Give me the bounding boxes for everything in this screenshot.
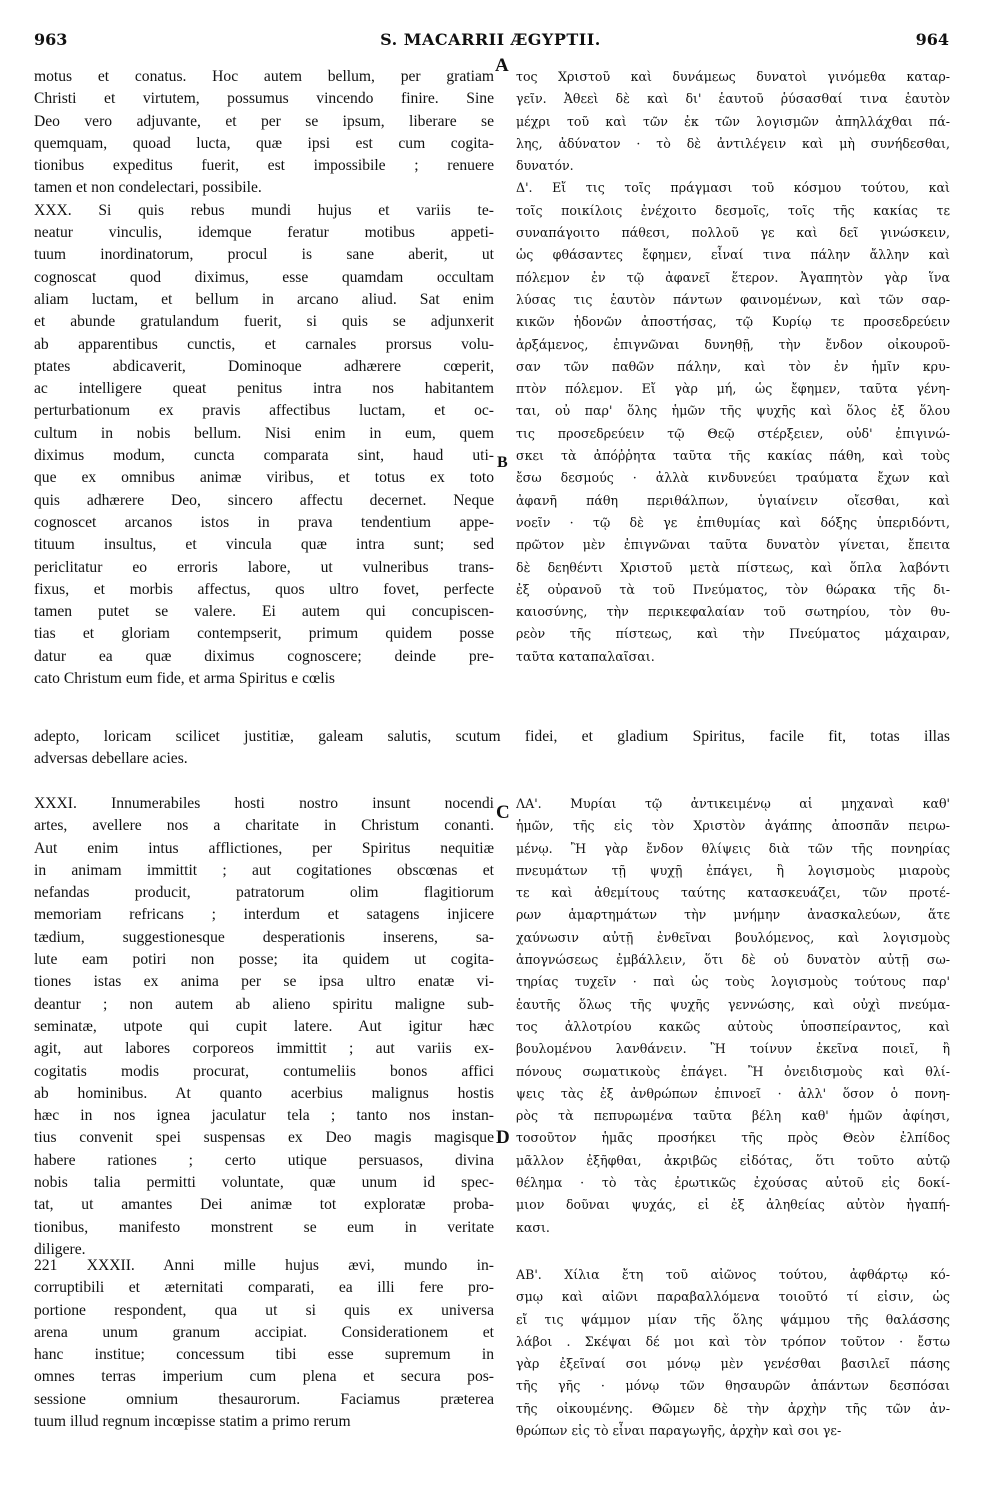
latin-block-1-line: cultum in nobis bellum. Nisi enim in eum, quem <box>34 424 494 442</box>
margin-marker-c: C <box>496 802 510 823</box>
greek-block-3-line: τῆς οἰκουμένης. Θῶμεν δὲ τὴν ἀρχὴν τῆς τῶν ἀν- <box>516 1400 950 1416</box>
greek-block-1-line: ἀρξάμενος, ἐπιγνῶναι δυνηθῇ, τὴν ἔνδον οἰκουροῦ- <box>516 336 950 352</box>
greek-block-1-line: πτὸν πόλεμον. Εἴ γὰρ μή, ὡς ἔφημεν, ταῦτα γένη- <box>516 381 950 397</box>
greek-block-1-line: πρῶτον μὲν ἐπιγνῶναι ταῦτα δυνατὸν γίνεται, ἔπειτα <box>516 537 950 553</box>
greek-block-2-line: τοσοῦτον ἡμᾶς προσήκει τῆς πρὸς Θεὸν ἐλπίδος <box>516 1130 950 1146</box>
running-title: S. MACARRII ÆGYPTII. <box>380 30 601 49</box>
greek-block-2-line: πνευμάτων τῇ ψυχῇ ἐπάγει, ἢ λογισμοὺς μιαροὺς <box>516 862 950 878</box>
greek-block-2-line: μιον δοῦναι ψυχάς, εἰ ἐξ ἀληθείας αὐτὸν ἠγαπή- <box>516 1197 950 1213</box>
greek-block-1-line: λης, ἀδύνατον · τὸ δὲ ἀντιλέγειν καὶ μὴ συνήδεσθαι, <box>516 135 950 151</box>
latin-block-1-line: XXX. Si quis rebus mundi hujus et variis te- <box>34 201 494 219</box>
greek-block-2-line: τηρίας τυχεῖν · παὶ ὡς τοὺς λογισμοὺς τούτους παρ' <box>516 974 950 990</box>
right-page-number: 964 <box>915 30 949 49</box>
latin-block-3-line: arena unum granum accipiat. Considerationem et <box>34 1323 494 1341</box>
margin-marker-a: A <box>495 55 509 76</box>
latin-block-1-line: fixus, et morbis affectus, quos ultro fovet, perfecte <box>34 580 494 598</box>
latin-block-2-line: cogitatis modis procurat, contumeliis bonos affici <box>34 1062 494 1080</box>
latin-block-2-line: Aut enim intus afflictiones, per Spiritus nequitiæ <box>34 839 494 857</box>
latin-block-1-line: perturbationum ex pravis affectibus luctam, et oc- <box>34 402 494 420</box>
latin-block-1-line: motus et conatus. Hoc autem bellum, per gratiam <box>34 68 494 85</box>
latin-block-2-line: diligere. <box>34 1240 86 1258</box>
latin-block-2-line: tædium, suggestionesque desperationis inserens, sa- <box>34 928 494 946</box>
latin-block-2-line: nefandas producit, patratorum olim flagitiorum <box>34 884 494 902</box>
greek-block-1-line: τος Χριστοῦ καὶ δυνάμεως δυνατοὶ γινόμεθα καταρ- <box>516 69 950 84</box>
full-width-latin-lines <box>34 726 950 771</box>
latin-block-2-line: memoriam refricans ; interdum et satagens injicere <box>34 906 494 924</box>
greek-block-3-line: γὰρ ἐξεῖναί σοι μόνῳ μὲν γενέσθαι βασιλεῖ πάσης <box>516 1356 950 1372</box>
greek-block-2-line: ρων ἁμαρτημάτων τὴν μνήμην ἀνασκαλεύων, ἅτε <box>516 907 950 923</box>
latin-block-1-line: ac intelligere queat penitus intra nos habitantem <box>34 380 494 398</box>
latin-block-2-line: seminatæ, utpote qui cupit latere. Aut igitur hæc <box>34 1017 494 1035</box>
latin-block-2-line: tionibus, manifesto monstrent se eum in veritate <box>34 1218 494 1236</box>
latin-block-1-line: tionibus expeditus fuerit, est impossibile ; renuere <box>34 157 494 175</box>
latin-block-1-line: tias et gloriam contempserit, primum quidem posse <box>34 625 494 643</box>
latin-block-2-line: deantur ; non autem ab alieno spiritu maligne sub- <box>34 995 494 1013</box>
latin-column-block-3 <box>34 1255 494 1433</box>
latin-block-2-line: in animam immittit ; aut cogitationes obscœnas et <box>34 861 494 879</box>
latin-block-2-line: artes, avellere nos a charitate in Christum conanti. <box>34 817 494 835</box>
greek-block-2-line: κασι. <box>516 1219 550 1235</box>
latin-block-1-line: cognoscat quod diximus, esse quamdam occultam <box>34 268 494 286</box>
latin-column-block-2 <box>34 793 494 1261</box>
latin-block-1-line: ptates abdicaverit, Dominoque adhærere cœperit, <box>34 357 494 375</box>
greek-block-2-line: βουλομένου λανθάνειν. Ἢ τοίνυν ἐκεῖνα ποιεῖ, ἢ <box>516 1041 950 1057</box>
greek-block-3-line: τῆς γῆς · μόνῳ τῶν θησαυρῶν ἁπάντων δεσπόσαι <box>516 1378 950 1394</box>
greek-block-1-line: γεῖν. Ἀθεεὶ δὲ καὶ δι' ἑαυτοῦ ῥύσασθαί τινα ἑαυτὸν <box>516 91 950 107</box>
greek-block-1-line: ἐξ οὐρανοῦ τὰ τοῦ Πνεύματος, τὸν θώρακα τῆς δι- <box>516 581 950 597</box>
latin-block-1-line: tuum inordinatorum, procul is sane aberit, ut <box>34 246 494 264</box>
greek-block-3-line: θρώπων εἰς τὸ εἶναι παραγωγῆς, ἀρχὴν καὶ σοι γε- <box>516 1423 842 1439</box>
greek-block-1-line: δυνατόν. <box>516 158 574 174</box>
latin-block-3-line: tuum illud regnum incœpisse statim a primo rerum <box>34 1413 351 1431</box>
greek-block-1-line: σαν τῶν παθῶν πάλην, καὶ τὸν ἐν ἡμῖν κρυ- <box>516 358 950 374</box>
greek-column-block-2 <box>516 793 950 1239</box>
greek-block-1-line: ἔσω δεσμούς · ἀλλὰ κινδυνεύει τραύματα ἔχων καὶ <box>516 470 950 486</box>
greek-block-1-line: ρεὸν τῆς πίστεως, καὶ τὴν Πνεύματος μάχαιραν, <box>516 626 950 642</box>
latin-block-3-line: 221 XXXII. Anni mille hujus ævi, mundo in- <box>34 1257 494 1274</box>
greek-block-1-line: νοεῖν · τῷ δὲ γε ἐπιθυμίας καὶ δόξης ὑπεριδόντι, <box>516 514 950 530</box>
latin-block-1-line: Christi et virtutem, possumus vincendo finire. Sine <box>34 90 494 108</box>
latin-block-2-line: habere rationes ; certo utique persuasos, divina <box>34 1151 494 1169</box>
greek-block-2-line: ἡμῶν, τῆς εἰς τὸν Χριστὸν ἀγάπης ἀποσπᾶν πειρω- <box>516 818 950 834</box>
greek-block-3-line: σμῳ καὶ αἰῶνι παραβαλλόμενα τοιοῦτό τί εἰσιν, ὡς <box>516 1289 950 1305</box>
latin-block-1-line: Deo vero adjuvante, et per se ipsum, liberare se <box>34 112 494 130</box>
latin-block-1-line: tituum insultus, et vincula quæ intra sunt; sed <box>34 536 494 554</box>
latin-block-2-line: hæc in nos ignea jaculatur tela ; tanto nos instan- <box>34 1107 494 1125</box>
latin-block-3-line: sessione omnium thesaurorum. Faciamus præterea <box>34 1390 494 1408</box>
latin-block-2-line: XXXI. Innumerabiles hosti nostro insunt nocendi <box>34 795 494 812</box>
greek-block-2-line: μένῳ. Ἢ γὰρ ἔνδον θλίψεις διὰ τῶν τῆς πονηρίας <box>516 840 950 856</box>
greek-block-1-line: ταῦτα καταπαλαῖσαι. <box>516 648 655 664</box>
latin-block-1-line: periclitatur eo erroris labore, ut vulneribus trans- <box>34 558 494 576</box>
greek-block-3-line: εἴ τις ψάμμον μίαν τῆς ὅλης ψάμμου τῆς θαλάσσης <box>516 1311 950 1327</box>
latin-block-1-line: cognoscet arcanos istos in prava tendentium appe- <box>34 513 494 531</box>
latin-block-1-line: neatur vinculis, idemque feratur motibus appeti- <box>34 224 494 242</box>
latin-block-2-line: tius convenit spei suspensas ex Deo magis magisque <box>34 1129 494 1147</box>
full-width-lines-line: adversas debellare acies. <box>34 750 188 768</box>
latin-block-2-line: tiones istas ex anima per se ipsa ultro enatæ vi- <box>34 973 494 991</box>
greek-block-1-line: ὡς φθάσαντες ἔφημεν, εἶναί τινα πάλην ἄλλην καὶ <box>516 247 950 263</box>
greek-block-2-line: θέλημα · τὸ τὰς ἐρωτικῶς ἐχούσας αὐτοῦ εἰς δοκί- <box>516 1175 950 1191</box>
greek-block-3-line: ΑΒ'. Χίλια ἔτη τοῦ αἰῶνος τούτου, ἀφθάρτῳ κό- <box>516 1267 950 1282</box>
full-width-lines-line: adepto, loricam scilicet justitiæ, galeam salutis, scutum fidei, et gladium Spiritus, facile fit, totas illas <box>34 728 950 745</box>
greek-block-1-line: δὲ δεηθέντι Χριστοῦ μετὰ πίστεως, καὶ ὅπλα λαβόντι <box>516 559 950 575</box>
margin-marker-d: D <box>496 1127 510 1148</box>
greek-block-1-line: λύσας τις ἑαυτὸν πάντων φαινομένων, καὶ τῶν σαρ- <box>516 291 950 307</box>
latin-block-1-line: et abunde gratulandum fuerit, si quis se adjunxerit <box>34 313 494 331</box>
greek-block-2-line: ἀπογνώσεως ἐμβάλλειν, ὅτι δὲ οὐ δυνατὸν αὐτῇ σω- <box>516 952 950 968</box>
latin-block-1-line: diximus modum, cuncta comparata sint, haud uti- <box>34 447 494 465</box>
latin-block-1-line: cato Christum eum fide, et arma Spiritus e cœlis <box>34 670 335 688</box>
latin-block-2-line: lute eam potiri non posse; ita quidem ut cogita- <box>34 951 494 969</box>
greek-block-1-line: μέχρι τοῦ καὶ τῶν ἐκ τῶν λογισμῶν ἀπηλλάχθαι πά- <box>516 113 950 129</box>
greek-block-1-line: συναπάγοιτο πάθεσι, πολλοῦ γε καὶ δεῖ γινώσκειν, <box>516 225 950 241</box>
greek-block-1-line: Δ'. Εἴ τις τοῖς πράγμασι τοῦ κόσμου τούτου, καὶ <box>516 180 950 196</box>
greek-block-1-line: τις προσεδρεύειν τῷ Θεῷ στέρξειεν, οὐδ' ἐπιγινώ- <box>516 425 950 441</box>
greek-block-2-line: πόνους σωματικοὺς ἐπάγει. Ἢ ὀνειδισμοὺς καὶ θλί- <box>516 1063 950 1079</box>
latin-block-1-line: aliam luctam, et bellum in arcano aliud. Sat enim <box>34 290 494 308</box>
greek-block-1-line: τοῖς ποικίλοις ἐνέχοιτο δεσμοῖς, τοῖς τῆς κακίας τε <box>516 202 950 218</box>
greek-block-2-line: ρὸς τὰ πεπυρωμένα ταῦτα βέλη καθ' ἡμῶν ἀφίησι, <box>516 1108 950 1124</box>
latin-block-2-line: tat, ut amantes Dei animæ tot exploratæ proba- <box>34 1196 494 1214</box>
greek-block-3-line: λάβοι . Σκέψαι δέ μοι καὶ τὸν τρόπον τοῦτον · ἔστω <box>516 1333 950 1349</box>
greek-block-1-line: σκει τὰ ἀπόῤῥητα ταῦτα τῆς κακίας πάθη, καὶ τοὺς <box>516 448 950 464</box>
greek-block-1-line: ἀφανῆ πάθη περιθάλπων, ὑγιαίνειν οἴεσθαι, καὶ <box>516 492 950 508</box>
latin-block-3-line: hanc institue; concessum tibi esse supremum in <box>34 1346 494 1364</box>
margin-marker-b: B <box>497 454 508 471</box>
greek-column-block-1 <box>516 66 950 668</box>
greek-block-1-line: πόλεμον ἐν τῷ ἀφανεῖ ἕτερον. Ἀγαπητὸν γὰρ ἵνα <box>516 269 950 285</box>
latin-block-3-line: omnes terras imperium cum plena et secura pos- <box>34 1368 494 1386</box>
latin-block-2-line: nobis talia permitti voluntate, quæ unum id spec- <box>34 1174 494 1192</box>
greek-block-2-line: ἑαυτῆς ὅλως τῆς ψυχῆς γεννώσης, καὶ οὐχὶ πνεύμα- <box>516 996 950 1012</box>
greek-block-1-line: ται, οὐ παρ' ὅλης ἡμῶν τῆς ψυχῆς καὶ ὅλος ἐξ ὅλου <box>516 403 950 419</box>
latin-block-1-line: tamen putet se valere. Ei autem qui concupiscen- <box>34 603 494 621</box>
greek-block-2-line: χαύνωσιν αὐτῇ ἐνθεῖναι βουλόμενος, καὶ λογισμοὺς <box>516 929 950 945</box>
greek-block-1-line: κικῶν ἡδονῶν ἀποστήσας, τῷ Κυρίῳ τε προσεδρεύειν <box>516 314 950 330</box>
greek-block-2-line: ψεις τὰς ἐξ ἀνθρώπων ἐπινοεῖ · ἀλλ' ὅσον ὁ πονη- <box>516 1085 950 1101</box>
latin-block-3-line: portione respondent, qua ut si quis ex universa <box>34 1301 494 1319</box>
latin-block-1-line: datur ea quæ diximus cognoscere; deinde pre- <box>34 647 494 665</box>
latin-block-2-line: agit, aut labores corporeos immittit ; aut variis ex- <box>34 1040 494 1058</box>
latin-block-1-line: ab apparentibus cunctis, et carnales prorsus volu- <box>34 335 494 353</box>
latin-block-1-line: tamen et non condelectari, possibile. <box>34 179 262 197</box>
greek-column-block-3 <box>516 1264 950 1442</box>
latin-block-1-line: que ex omnibus animæ viribus, et totus ex toto <box>34 469 494 487</box>
latin-block-1-line: quis adhærere Deo, sincero affectu decernet. Neque <box>34 491 494 509</box>
greek-block-2-line: ΛΑ'. Μυρίαι τῷ ἀντικειμένῳ αἱ μηχαναὶ καθ' <box>516 796 950 811</box>
latin-block-2-line: ab hominibus. At quanto acerbius malignus hostis <box>34 1084 494 1102</box>
left-page-number: 963 <box>34 30 68 49</box>
latin-block-1-line: quemquam, quoad lucta, quæ ipsi est cum cogita- <box>34 134 494 152</box>
greek-block-2-line: τος ἀλλοτρίου κακῶς αὐτοὺς ὑποσπείραντος, καὶ <box>516 1018 950 1034</box>
latin-column-block-1 <box>34 66 494 690</box>
greek-block-1-line: καιοσύνης, τὴν περικεφαλαίαν τοῦ σωτηρίου, τὸν θυ- <box>516 604 950 620</box>
latin-block-3-line: corruptibili et æternitati comparati, ea illi fere pro- <box>34 1279 494 1297</box>
greek-block-2-line: τε καὶ ἀθεμίτους ταύτης κατασκευάζει, τῶν προτέ- <box>516 885 950 901</box>
greek-block-2-line: μᾶλλον ἐξῆφθαι, ἀκριβῶς εἰδότας, ὅτι τοῦτο αὐτῷ <box>516 1152 950 1168</box>
